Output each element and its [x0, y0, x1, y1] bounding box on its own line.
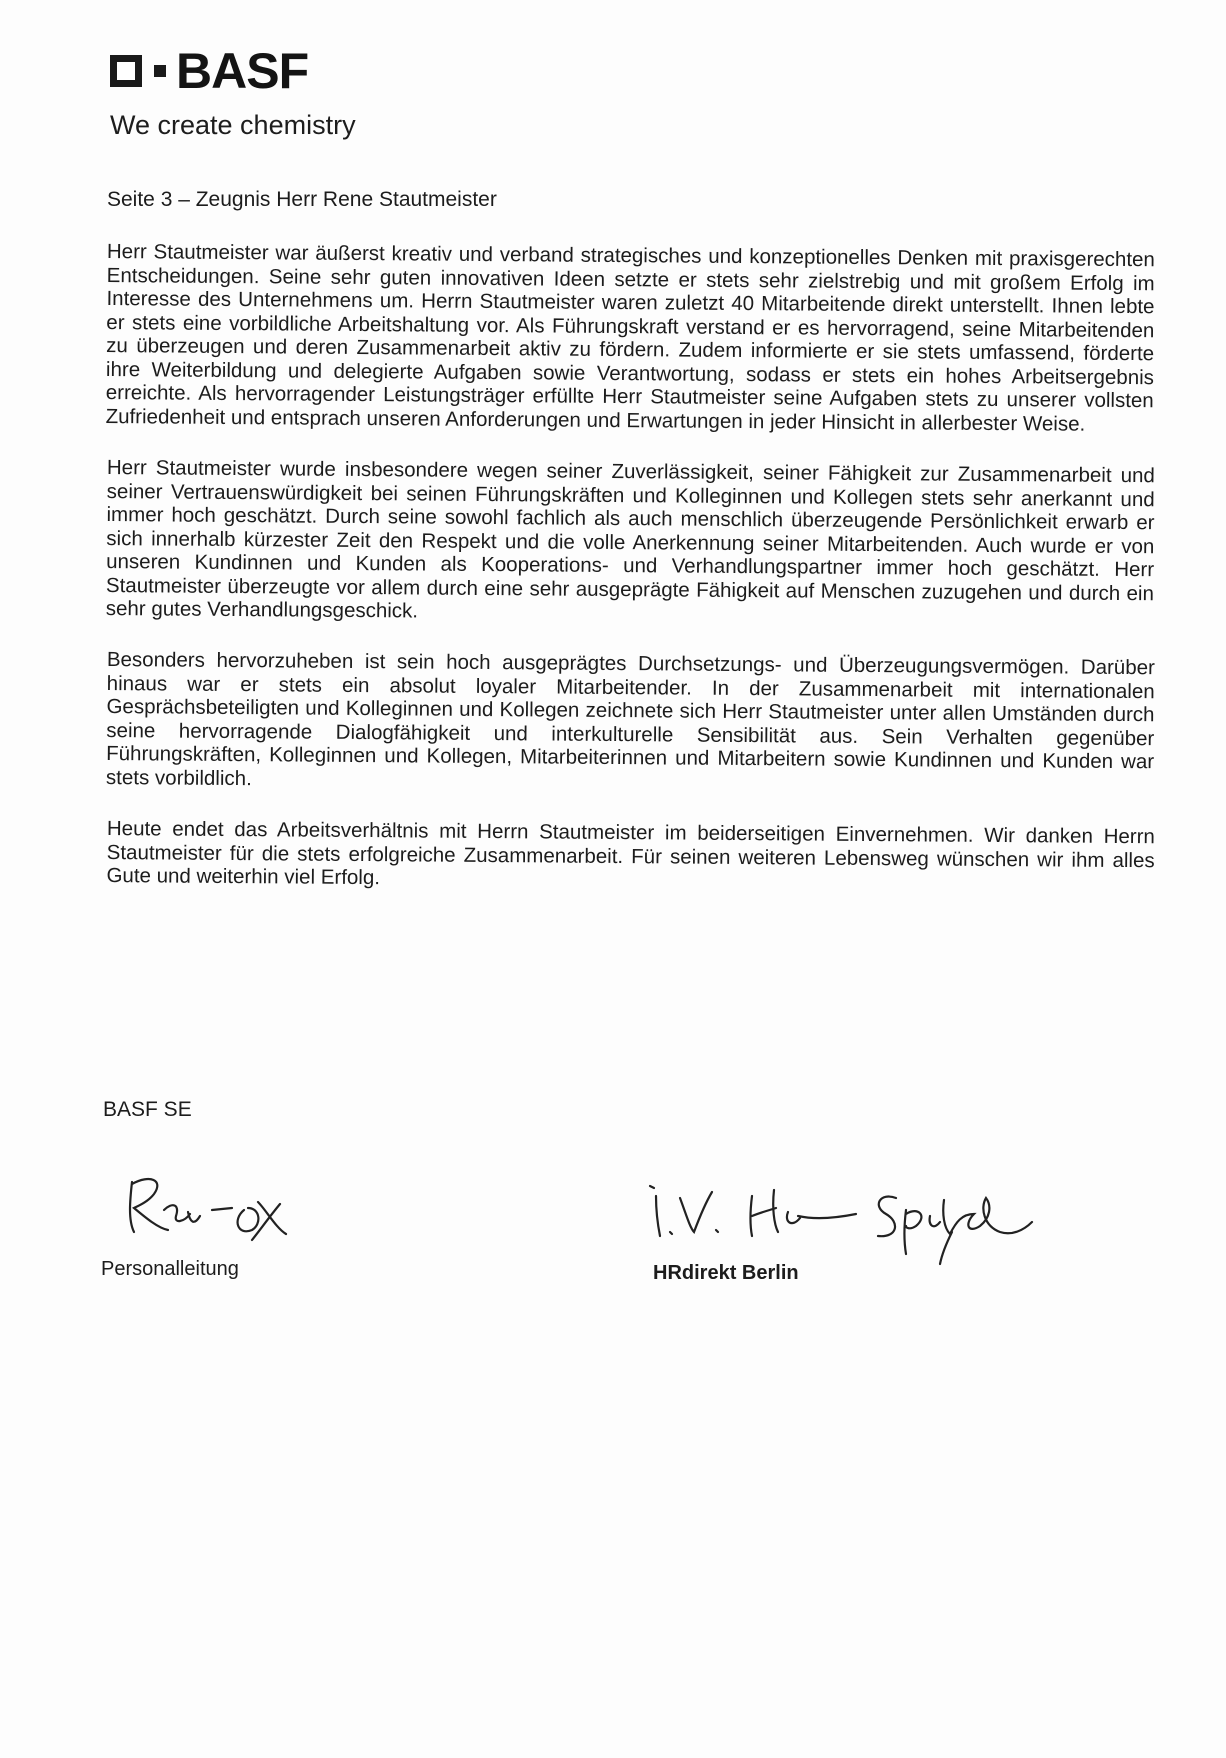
paragraph-skills: Besonders hervorzuheben ist sein hoch ausgeprägtes Durchsetzungs- und Überzeugungsvermögen. Darüber hinaus war er stets ein absolut loyaler Mitarbeitender. In der Zusammenarbeit mit internationalen Gesprächsbeteiligten und Kolleginnen und Kollegen zeichnete sich Herr Stautmeister unter allen Umständen durch seine hervorragende Dialogfähigkeit und interkulturelle Sensibilität aus. Sein Verhalten gegenüber Führungskräften, Kolleginnen und Kollegen, Mitarbeiterinnen und Mitarbeitern sowie Kundinnen und Kunden war stets vorbildlich. [105, 648, 1155, 790]
paragraph-conduct: Herr Stautmeister wurde insbesondere wegen seiner Zuverlässigkeit, seiner Fähigkeit zur Zusammenarbeit und seiner Vertrauenswürdigkeit bei seinen Führungskräften und Kolleginnen und Kollegen stets sehr anerkannt und immer hoch geschätzt. Durch seine sowohl fachlich als auch menschlich überzeugende Persönlichkeit erwarb er sich innerhalb kürzester Zeit den Respekt und die volle Anerkennung seiner Mitarbeitenden. Auch wurde er von unseren Kundinnen und Kunden als Kooperations- und Verhandlungspartner immer hoch geschätzt. Herr Stautmeister überzeugte vor allem durch eine sehr ausgeprägte Fähigkeit auf Menschen zuzugehen und durch ein sehr gutes Verhandlungsgeschick. [105, 455, 1155, 622]
handwritten-signature-left [120, 1170, 320, 1250]
logo-slogan: We create chemistry [110, 110, 356, 140]
paragraph-performance: Herr Stautmeister war äußerst kreativ und verband strategisches und konzeptionelles Denken mit praxisgerechten Entscheidungen. Seine sehr guten innovativen Ideen setzte er stets sehr zielstrebig und mit großem Erfolg im Interesse des Unternehmens um. Herrn Stautmeister waren zuletzt 40 Mitarbeitende direkt unterstellt. Ihnen lebte er stets eine vorbildliche Arbeitshaltung vor. Als Führungskraft verstand er es hervorragend, seine Mitarbeitenden zu überzeugen und deren Zusammenarbeit aktiv zu fördern. Zudem informierte er sie stets umfassend, förderte ihre Weiterbildung und delegierte Aufgaben sowie Verantwortung, sodass er stets ein hohes Arbeitsergebnis erreichte. Als hervorragender Leistungsträger erfüllte Herr Stautmeister seine Aufgaben stets zu unserer vollsten Zufriedenheit und entsprach unseren Anforderungen und Erwartungen in jeder Hinsicht in allerbester Weise. [105, 239, 1155, 435]
logo-square-icon [110, 55, 142, 87]
signatory-role-right: HRdirekt Berlin [653, 1262, 799, 1284]
signatory-role-left: Personalleitung [101, 1258, 239, 1280]
handwritten-signature-right [640, 1170, 1060, 1270]
company-name: BASF SE [103, 1098, 192, 1121]
logo-dot-icon [154, 65, 166, 77]
paragraph-closing: Heute endet das Arbeitsverhältnis mit Herrn Stautmeister im beiderseitigen Einvernehmen. Wir danken Herrn Stautmeister für die stets erfolgreiche Zusammenarbeit. Für seinen weiteren Lebensweg wünschen wir ihm alles Gute und weiterhin viel Erfolg. [106, 817, 1155, 890]
logo-mark [110, 43, 309, 99]
letter-body [107, 188, 1155, 916]
company-logo [110, 43, 400, 148]
logo-wordmark: BASF [176, 43, 309, 99]
letter-subject: Seite 3 – Zeugnis Herr Rene Stautmeister [107, 188, 497, 211]
